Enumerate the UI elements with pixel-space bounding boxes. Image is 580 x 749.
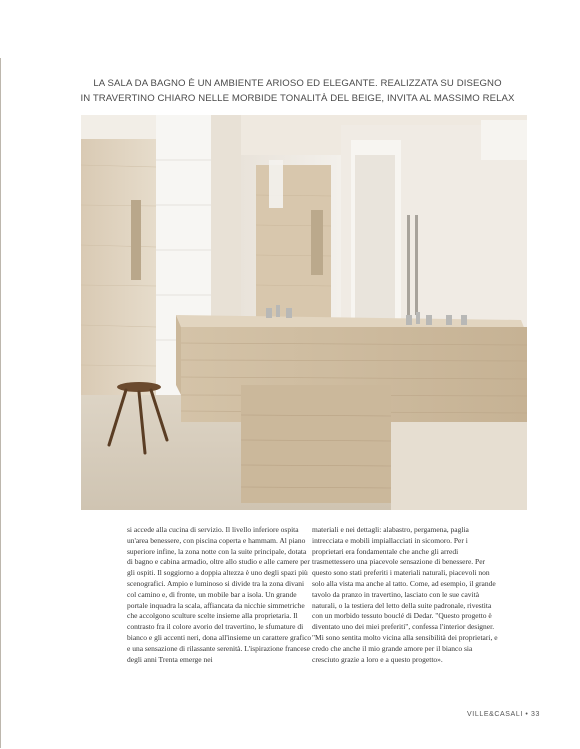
- caption-line-1: LA SALA DA BAGNO È UN AMBIENTE ARIOSO ED ELEGANTE. REALIZZATA SU DISEGNO: [93, 78, 502, 89]
- page-footer: VILLE&CASALI • 33: [467, 711, 540, 718]
- article-column-left: si accede alla cucina di servizio. Il livello inferiore ospita un'area benessere, con piscina coperta e hammam. Al piano superiore infine, la zona notte con la suite principale, dotata di bagno e cabina armadio, oltre allo studio e alle camere per gli ospiti. Il soggiorno a doppia altezza è uno degli spazi più scenografici. Ampio e luminoso si divide tra la zona divani col camino e, di fronte, un mobile bar a isola. Un grande portale inquadra la scala, affiancata da nicchie simmetriche che accolgono sculture scelte insieme alla proprietaria. Il contrasto fra il colore avorio del travertino, le sfumature di bianco e gli accenti neri, dona all'insieme un carattere grafico e una sensazione di rilassante serenità. L'ispirazione francese degli anni Trenta emerge nei: [127, 525, 312, 664]
- photo-caption: [70, 76, 525, 106]
- bathroom-photo: [81, 115, 527, 510]
- caption-line-2: IN TRAVERTINO CHIARO NELLE MORBIDE TONALITÀ DEL BEIGE, INVITA AL MASSIMO RELAX: [80, 93, 515, 104]
- article-column-right: materiali e nei dettagli: alabastro, pergamena, paglia intrecciata e mobili impiallacciati in sicomoro. Per i proprietari era fondamentale che anche gli arredi trasmettessero una piacevole sensazione di benessere. Per questo sono stati preferiti i materiali naturali, piacevoli non solo alla vista ma anche al tatto. Come, ad esempio, il grande tavolo da pranzo in travertino, lasciato con le sue cavità naturali, o la testiera del letto della suite padronale, rivestita con un morbido tessuto bouclé di Dedar. "Questo progetto è diventato uno dei miei preferiti", confessa l'interior designer. "Mi sono sentita molto vicina alla sensibilità dei proprietari, e credo che anche il mio grande amore per il bianco sia cresciuto grazie a loro e a questo progetto».: [312, 525, 498, 664]
- page-edge-rule: [0, 58, 1, 748]
